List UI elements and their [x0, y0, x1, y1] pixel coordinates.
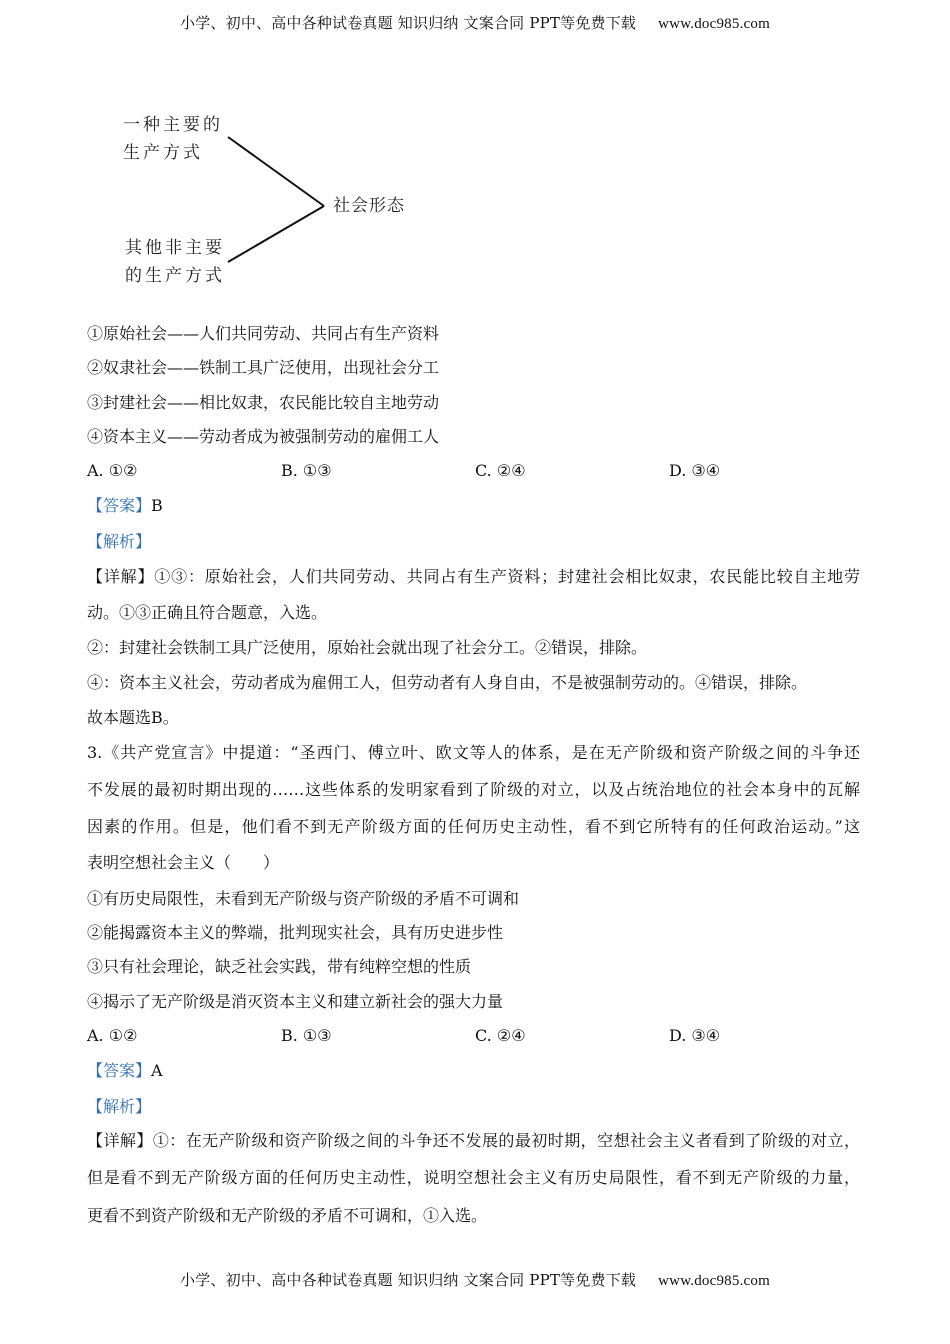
- diagram-label-other-modes-line1: 其他非主要: [125, 238, 225, 258]
- q3-stem-line-1: 3.《共产党宣言》中提道：“圣西门、傅立叶、欧文等人的体系，是在无产阶级和资产阶级之间的斗争还: [87, 743, 860, 762]
- footer-url[interactable]: www.doc985.com: [658, 1273, 770, 1289]
- diagram-label-main-mode: [123, 111, 223, 167]
- q3-detail-line-3: 更看不到资产阶级和无产阶级的矛盾不可调和，①入选。: [87, 1206, 488, 1225]
- q3-item-1: ①有历史局限性，未看到无产阶级与资产阶级的矛盾不可调和: [87, 889, 520, 908]
- diagram-label-main-mode-line1: 一种主要的: [123, 115, 223, 135]
- q2-detail-line-2: 动。①③正确且符合题意，入选。: [87, 603, 328, 622]
- q3-stem-line-4: 表明空想社会主义（ ）: [87, 853, 280, 872]
- q2-item-1: ①原始社会——人们共同劳动、共同占有生产资料: [87, 324, 440, 343]
- q3-item-2: ②能揭露资本主义的弊端，批判现实社会，具有历史进步性: [87, 923, 504, 942]
- q2-option-d: D. ③④: [669, 461, 721, 480]
- q3-item-4: ④揭示了无产阶级是消灭资本主义和建立新社会的强大力量: [87, 992, 504, 1011]
- diagram-line-lower: [228, 206, 324, 262]
- q3-answer: [87, 1061, 163, 1081]
- q3-answer-tag: 【答案】: [87, 1061, 152, 1080]
- q3-analysis-tag: 【解析】: [87, 1097, 152, 1116]
- q2-detail-text-1: ①③：原始社会，人们共同劳动、共同占有生产资料；封建社会相比奴隶，农民能比较自主地劳: [154, 567, 860, 586]
- q3-detail-text-1: ①：在无产阶级和资产阶级之间的斗争还不发展的最初时期，空想社会主义者看到了阶级的对立，: [152, 1131, 860, 1150]
- header-text: 小学、初中、高中各种试卷真题 知识归纳 文案合同 PPT等免费下载: [180, 14, 637, 32]
- q2-detail-line-1: [87, 567, 860, 587]
- q2-option-a: A. ①②: [87, 461, 138, 480]
- q2-item-3: ③封建社会——相比奴隶，农民能比较自主地劳动: [87, 393, 440, 412]
- diagram-label-other-modes: [125, 234, 225, 290]
- diagram-line-upper: [228, 137, 324, 206]
- q2-option-c: C. ②④: [475, 461, 526, 480]
- q2-answer-tag: 【答案】: [87, 496, 152, 515]
- social-form-diagram: [0, 0, 950, 300]
- q3-option-a: A. ①②: [87, 1026, 138, 1045]
- q3-detail-tag: 【详解】: [87, 1131, 153, 1150]
- q2-analysis-tag: 【解析】: [87, 532, 152, 551]
- q3-detail-line-1: [87, 1131, 860, 1151]
- q3-item-3: ③只有社会理论，缺乏社会实践，带有纯粹空想的性质: [87, 957, 472, 976]
- footer-text: 小学、初中、高中各种试卷真题 知识归纳 文案合同 PPT等免费下载: [180, 1271, 637, 1289]
- q2-detail-line-3: ②：封建社会铁制工具广泛使用，原始社会就出现了社会分工。②错误，排除。: [87, 638, 648, 657]
- q3-stem-line-2: 不发展的最初时期出现的……这些体系的发明家看到了阶级的对立，以及占统治地位的社会本身中的瓦解: [87, 780, 860, 799]
- q3-option-d: D. ③④: [669, 1026, 721, 1045]
- q2-detail-tag: 【详解】: [87, 567, 155, 586]
- q2-option-b: B. ①③: [281, 461, 332, 480]
- q3-stem-line-3: 因素的作用。但是，他们看不到无产阶级方面的任何历史主动性，看不到它所特有的任何政治运动。”这: [87, 817, 860, 836]
- q3-detail-line-2: 但是看不到无产阶级方面的任何历史主动性，说明空想社会主义有历史局限性，看不到无产阶级的力量，: [87, 1168, 860, 1187]
- diagram-label-social-form: 社会形态: [333, 196, 405, 216]
- q2-answer-value: B: [151, 496, 163, 515]
- q3-answer-value: A: [151, 1061, 163, 1080]
- header-url[interactable]: www.doc985.com: [658, 16, 770, 32]
- q3-option-b: B. ①③: [281, 1026, 332, 1045]
- q2-item-2: ②奴隶社会——铁制工具广泛使用，出现社会分工: [87, 358, 440, 377]
- q3-option-c: C. ②④: [475, 1026, 526, 1045]
- page-footer: [0, 1269, 950, 1290]
- diagram-label-main-mode-line2: 生产方式: [123, 143, 203, 163]
- q2-detail-line-4: ④：资本主义社会，劳动者成为雇佣工人，但劳动者有人身自由，不是被强制劳动的。④错误，排除。: [87, 673, 808, 692]
- q2-item-4: ④资本主义——劳动者成为被强制劳动的雇佣工人: [87, 427, 440, 446]
- q2-detail-line-5: 故本题选B。: [87, 708, 179, 727]
- q2-answer: [87, 496, 163, 516]
- diagram-label-other-modes-line2: 的生产方式: [125, 266, 225, 286]
